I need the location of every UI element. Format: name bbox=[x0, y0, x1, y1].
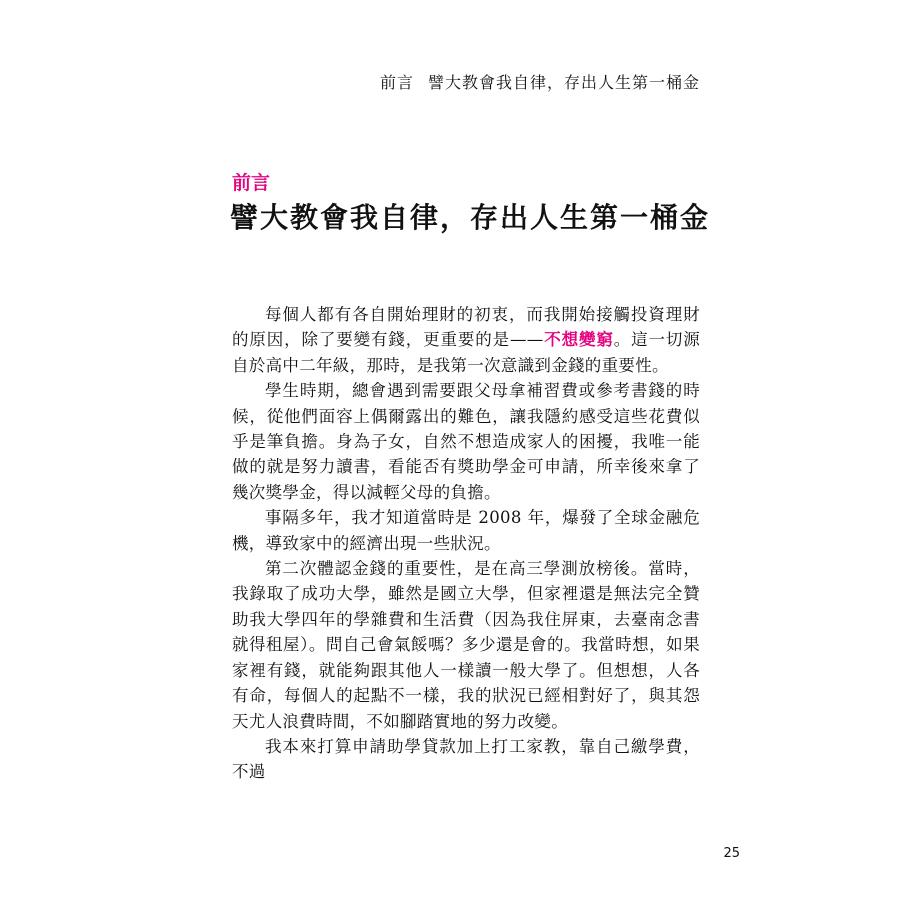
paragraph: 第二次體認金錢的重要性，是在高三學測放榜後。當時，我錄取了成功大學，雖然是國立大學，但家裡還是無法完全贊助我大學四年的學雜費和生活費（因為我住屏東，去臺南念書就得租屋）。問自己會氣餒嗎？多少還是會的。我當時想，如果家裡有錢，就能夠跟其他人一樣讀一般大學了。但想想，人各有命，每個人的起點不一樣，我的狀況已經相對好了，與其怨天尤人浪費時間，不如腳踏實地的努力改變。 bbox=[232, 559, 700, 731]
paragraph: 事隔多年，我才知道當時是 2008 年，爆發了全球金融危機，導致家中的經濟出現一些狀況。 bbox=[232, 508, 700, 553]
paragraph-text: 每個人都有各自開始理財的初衷，而我開始接觸投資理財的原因，除了要變有錢，更重要的是—— bbox=[232, 305, 700, 350]
running-header-section: 前言 bbox=[379, 73, 414, 92]
body-text bbox=[232, 302, 700, 785]
paragraph-text: 。這一切源自於高中二年級，那時，是我第一次意識到金錢的重要性。 bbox=[232, 330, 701, 375]
page-number: 25 bbox=[723, 846, 740, 861]
paragraph: 學生時期，總會遇到需要跟父母拿補習費或參考書錢的時候，從他們面容上偶爾露出的難色，讓我隱約感受這些花費似乎是筆負擔。身為子女，自然不想造成家人的困擾，我唯一能做的就是努力讀書，看能否有獎助學金可申請，所幸後來拿了幾次獎學金，得以減輕父母的負擔。 bbox=[232, 381, 700, 502]
chapter-title: 譬大教會我自律，存出人生第一桶金 bbox=[230, 201, 711, 234]
running-header bbox=[300, 70, 700, 93]
paragraph: 我本來打算申請助學貸款加上打工家教，靠自己繳學費，不過 bbox=[232, 736, 700, 782]
chapter-label: 前言 bbox=[232, 172, 271, 194]
paragraph bbox=[232, 302, 700, 378]
running-header-title: 譬大教會我自律，存出人生第一桶金 bbox=[427, 73, 700, 92]
emphasis-text: 不想變窮 bbox=[543, 330, 614, 350]
